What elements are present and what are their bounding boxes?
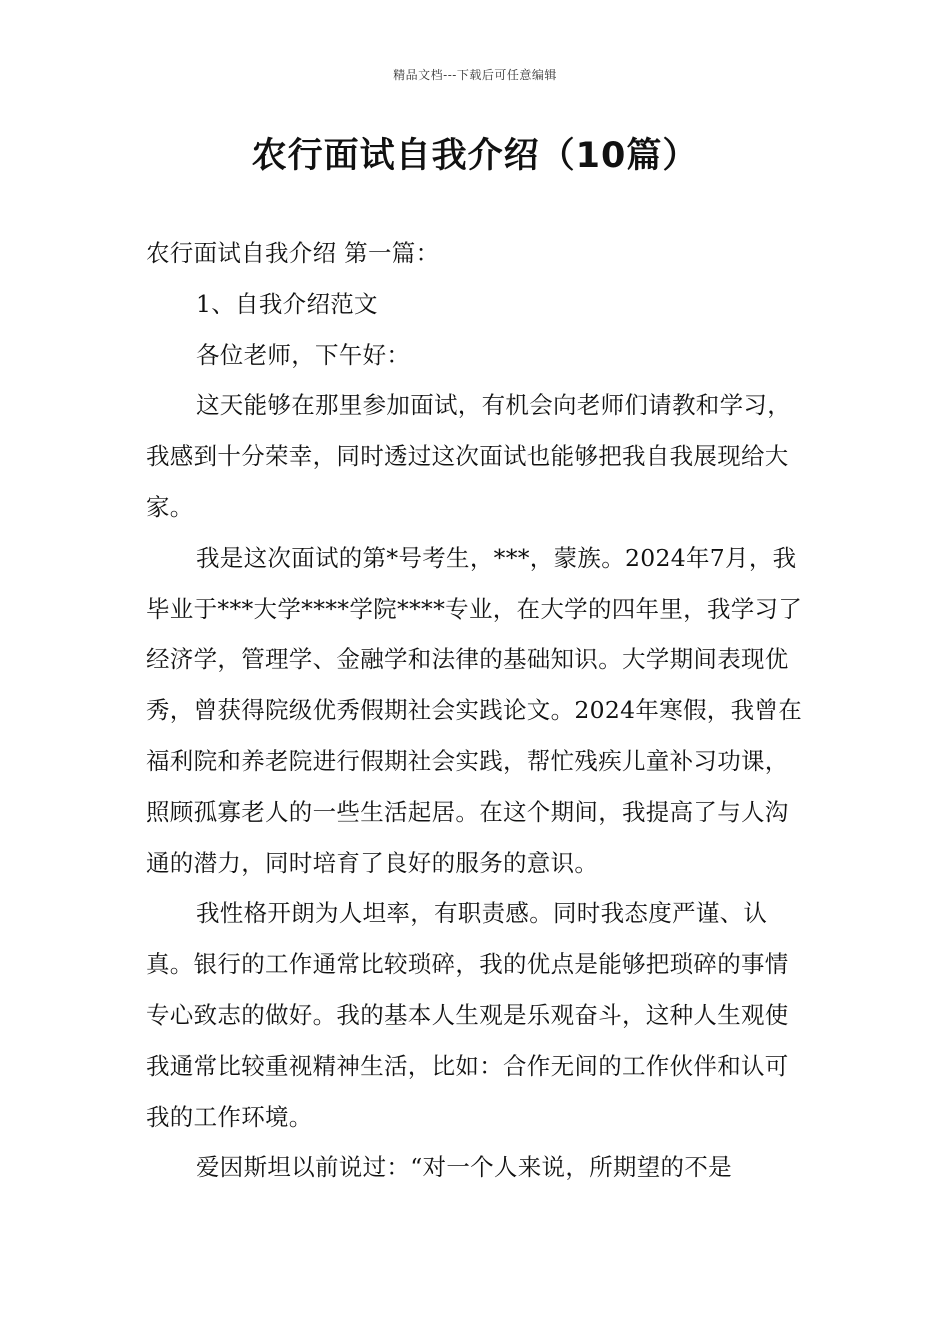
greeting: 各位老师，下午好：: [196, 340, 411, 369]
document-body: [146, 228, 812, 1193]
document-title: 农行面试自我介绍（10篇）: [251, 136, 699, 176]
paragraph: 这天能够在那里参加面试，有机会向老师们请教和学习，我感到十分荣幸，同时透过这次面试也能够把我自我展现给大家。: [146, 391, 791, 521]
section-heading: 农行面试自我介绍 第一篇：: [146, 239, 440, 267]
header-note: 精品文档---下载后可任意编辑: [393, 68, 557, 82]
subheading: 1、自我介绍范文: [196, 289, 378, 318]
paragraph: 爱因斯坦以前说过：“对一个人来说，所期望的不是: [196, 1153, 732, 1182]
paragraph: 我性格开朗为人坦率，有职责感。同时我态度严谨、认真。银行的工作通常比较琐碎，我的优点是能够把琐碎的事情专心致志的做好。我的基本人生观是乐观奋斗，这种人生观使我通常比较重视精神生活，比如：合作无间的工作伙伴和认可我的工作环境。: [146, 899, 789, 1131]
paragraph: 我是这次面试的第*号考生，***，蒙族。2024年7月，我毕业于***大学****学院****专业，在大学的四年里，我学习了经济学，管理学、金融学和法律的基础知识。大学期间表现优秀，曾获得院级优秀假期社会实践论文。2024年寒假，我曾在福利院和养老院进行假期社会实践，帮忙残疾儿童补习功课，照顾孤寡老人的一些生活起居。在这个期间，我提高了与人沟通的潜力，同时培育了良好的服务的意识。: [146, 543, 803, 877]
